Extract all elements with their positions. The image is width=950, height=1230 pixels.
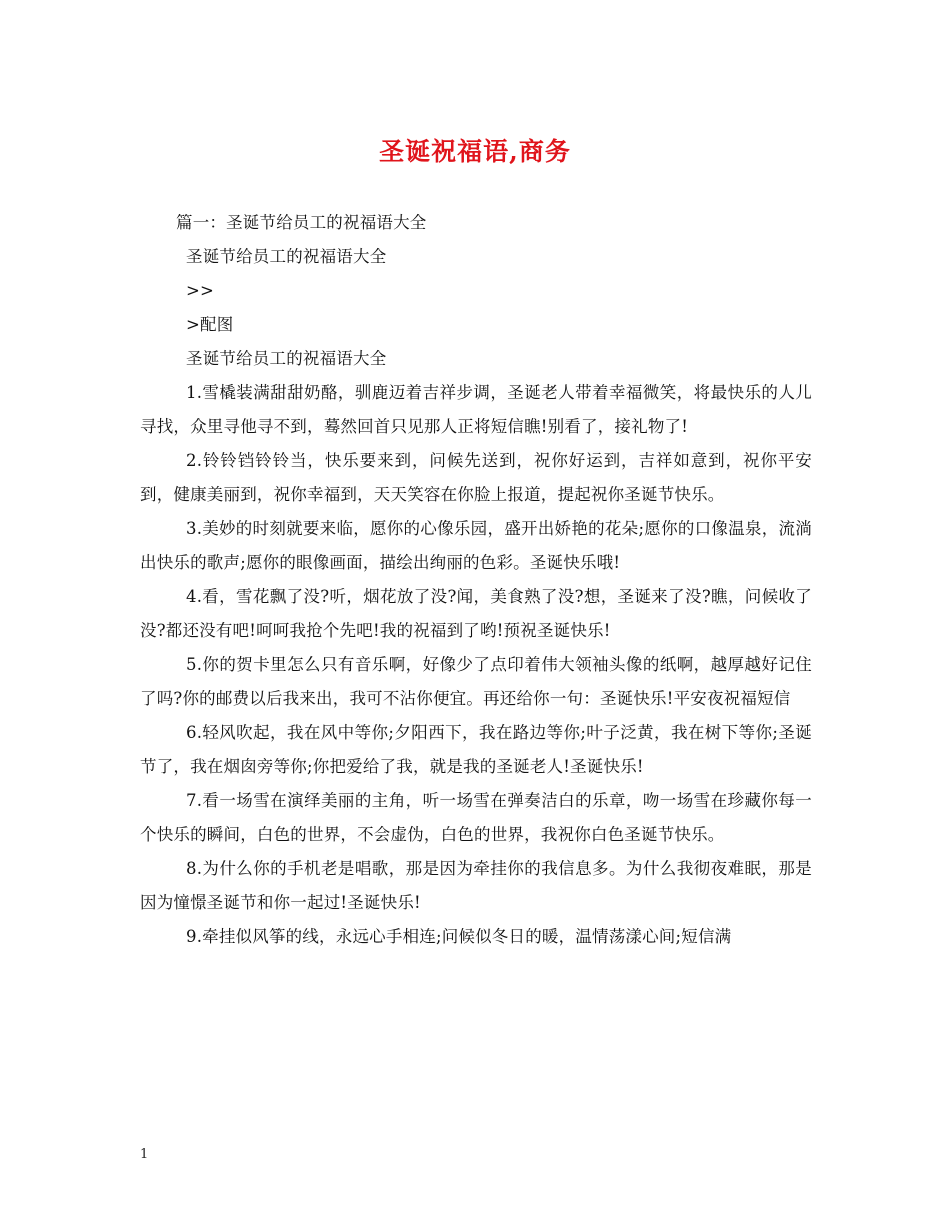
subheading: 圣诞节给员工的祝福语大全 xyxy=(186,247,387,266)
paragraph-2: 2.铃铃铛铃铃当，快乐要来到，问候先送到，祝你好运到，吉祥如意到，祝你平安到，健康美丽到，祝你幸福到，天天笑容在你脸上报道，提起祝你圣诞节快乐。 xyxy=(140,451,812,504)
paragraph-5: 5.你的贺卡里怎么只有音乐啊，好像少了点印着伟大领袖头像的纸啊，越厚越好记住了吗?你的邮费以后我来出，我可不沾你便宜。再还给你一句：圣诞快乐!平安夜祝福短信 xyxy=(140,655,812,708)
page-title: 圣诞祝福语,商务 xyxy=(379,137,571,166)
section-heading: 篇一：圣诞节给员工的祝福语大全 xyxy=(176,213,427,232)
paragraph-9: 9.牵挂似风筝的线，永远心手相连;问候似冬日的暖，温情荡漾心间;短信满 xyxy=(186,927,732,946)
document-body xyxy=(140,206,812,954)
paragraph-6: 6.轻风吹起，我在风中等你;夕阳西下，我在路边等你;叶子泛黄，我在树下等你;圣诞节了，我在烟囱旁等你;你把爱给了我，就是我的圣诞老人!圣诞快乐! xyxy=(140,723,812,776)
paragraph-8: 8.为什么你的手机老是唱歌，那是因为牵挂你的我信息多。为什么我彻夜难眠，那是因为憧憬圣诞节和你一起过!圣诞快乐! xyxy=(140,859,812,912)
paragraph-1: 1.雪橇装满甜甜奶酪，驯鹿迈着吉祥步调，圣诞老人带着幸福微笑，将最快乐的人儿寻找，众里寻他寻不到，蓦然回首只见那人正将短信瞧!别看了，接礼物了! xyxy=(140,383,812,436)
page-number: 1 xyxy=(140,1147,149,1162)
paragraph-3: 3.美妙的时刻就要来临，愿你的心像乐园，盛开出娇艳的花朵;愿你的口像温泉，流淌出快乐的歌声;愿你的眼像画面，描绘出绚丽的色彩。圣诞快乐哦! xyxy=(140,519,812,572)
nav-marker: >> xyxy=(186,281,215,300)
subheading: 圣诞节给员工的祝福语大全 xyxy=(186,349,387,368)
image-caption: >配图 xyxy=(186,315,234,334)
paragraph-4: 4.看，雪花飘了没?听，烟花放了没?闻，美食熟了没?想，圣诞来了没?瞧，问候收了没?都还没有吧!呵呵我抢个先吧!我的祝福到了哟!预祝圣诞快乐! xyxy=(140,587,812,640)
paragraph-7: 7.看一场雪在演绎美丽的主角，听一场雪在弹奏洁白的乐章，吻一场雪在珍藏你每一个快乐的瞬间，白色的世界，不会虚伪，白色的世界，我祝你白色圣诞节快乐。 xyxy=(140,791,812,844)
